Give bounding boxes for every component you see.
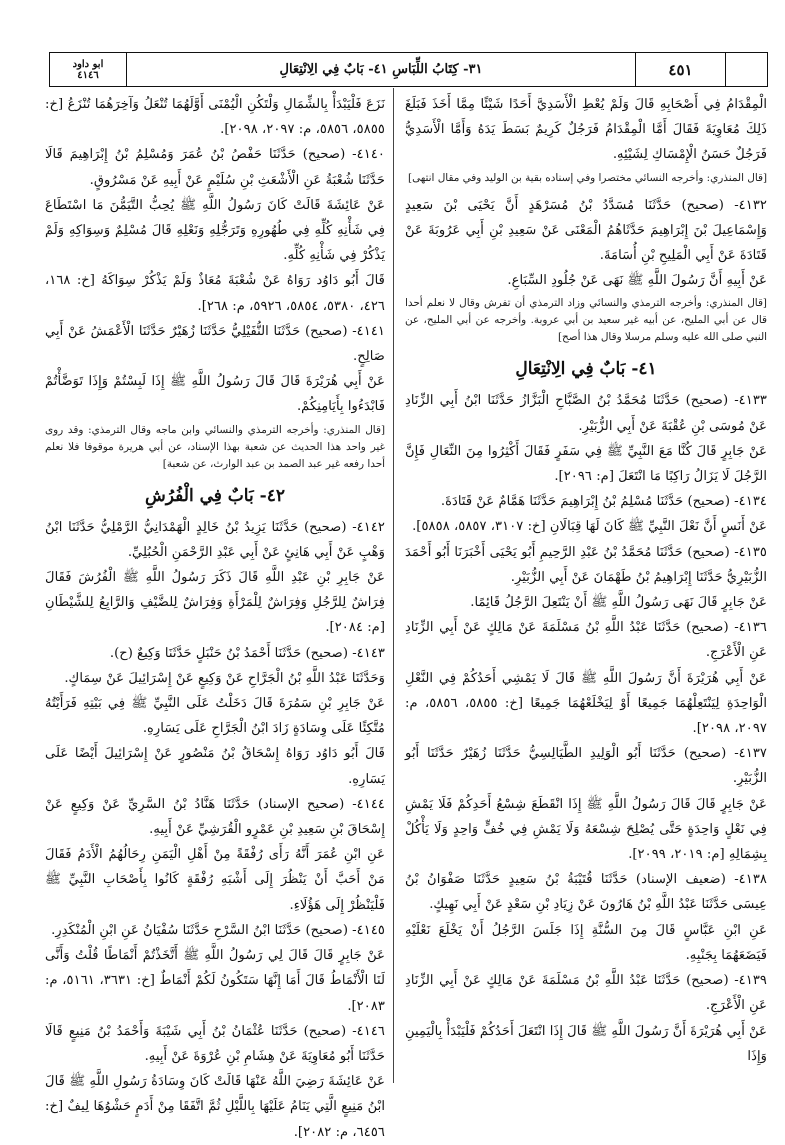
section-heading: ٤١- بَابٌ فِي الِانْتِعَالِ xyxy=(515,359,657,380)
hadith-paragraph: ٤١٣٤- (صحيح) حَدَّثَنَا مُسْلِمُ بْنُ إِبْرَاهِيمَ حَدَّثَنَا هَمَّامٌ عَنْ قَتَادَةَ. xyxy=(440,494,767,510)
hadith-paragraph: ٤١٤٥- (صحيح) حَدَّثَنَا ابْنُ السَّرْحِ حَدَّثَنَا سُفْيَانُ عَنِ ابْنِ الْمُنْكَدِرِ. xyxy=(51,922,385,938)
hadith-paragraph: ٤١٤٣- (صحيح) حَدَّثَنَا أَحْمَدُ بْنُ حَنْبَلٍ حَدَّثَنَا وَكِيعٌ (ح). xyxy=(109,645,385,661)
hadith-paragraph: وَحَدَّثَنَا عَبْدُ اللَّهِ بْنُ الْجَرَّاحِ عَنْ وَكِيعٍ عَنْ إِسْرَائِيلَ عَنْ سِمَاكٍ. xyxy=(64,670,385,686)
hadith-paragraph: عَنْ أَبِي هُرَيْرَةَ أَنَّ رَسُولَ اللَّهِ ﷺ قَالَ لَا يَمْشِي أَحَدُكُمْ فِي النَّعْلِ الْوَاحِدَةِ لِيَنْتَعِلْهُمَا جَمِيعًا أَوْ لِيَخْلَعْهُمَا جَمِيعًا [خ: ٥٨٥٥، ٥٨٥٦، م: ٢٠٩٧، ٢٠٩٨]. xyxy=(405,670,767,737)
hadith-paragraph: عَنْ عَائِشَةَ قَالَتْ كَانَ رَسُولُ اللَّهِ ﷺ يُحِبُّ التَّيَمُّنَ مَا اسْتَطَاعَ فِي شَأْنِهِ كُلِّهِ فِي طُهُورِهِ وَتَرَجُّلِهِ وَنَعْلِهِ قَالَ مُسْلِمٌ وَسِوَاكِهِ وَلَمْ يَذْكُرْ فِي شَأْنِهِ كُلِّهِ. xyxy=(45,197,385,264)
left-column xyxy=(45,92,385,1145)
hadith-paragraph: قَالَ أَبُو دَاوُد رَوَاهُ عَنْ شُعْبَةَ مُعَاذٌ وَلَمْ يَذْكُرْ سِوَاكَهُ [خ: ١٦٨، ٤٢٦، ٥٣٨٠، ٥٨٥٤، ٥٩٢٦، م: ٢٦٨]. xyxy=(45,273,385,314)
hadith-paragraph: عَنْ جَابِرٍ قَالَ قَالَ لِي رَسُولُ اللَّهِ ﷺ أَتَّخَذْتُمْ أَنْمَاطًا قُلْتُ وَأَنَّى لَنَا الْأَنْمَاطُ قَالَ أَمَا إِنَّهَا سَتَكُونُ لَكُمْ أَنْمَاطٌ [خ: ٣٦٣١، ٥١٦١، م: ٢٠٨٣]. xyxy=(45,948,385,1014)
hadith-paragraph: ٤١٤٦- (صحيح) حَدَّثَنَا عُثْمَانُ بْنُ أَبِي شَيْبَةَ وَأَحْمَدُ بْنُ مَنِيعٍ قَالَا حَدَّثَنَا أَبُو مُعَاوِيَةَ عَنْ هِشَامِ بْنِ عُرْوَةَ عَنْ أَبِيهِ. xyxy=(45,1023,385,1064)
hadith-paragraph: عَنِ ابْنِ عُمَرَ أَنَّهُ رَأَى رُفْقَةً مِنْ أَهْلِ الْيَمَنِ رِحَالُهُمُ الْأَدَمُ فَقَالَ مَنْ أَحَبَّ أَنْ يَنْظُرَ إِلَى أَشْبَهِ رُفْقَةٍ كَانُوا بِأَصْحَابِ النَّبِيِّ ﷺ فَلْيَنْظُرْ إِلَى هَؤُلَاءِ. xyxy=(45,847,385,913)
section-heading: ٤٢- بَابٌ فِي الْفُرُشِ xyxy=(145,485,285,506)
hadith-paragraph: عَنْ جَابِرٍ قَالَ كُنَّا مَعَ النَّبِيِّ ﷺ فِي سَفَرٍ فَقَالَ أَكْثِرُوا مِنَ النِّعَالِ فَإِنَّ الرَّجُلَ لَا يَزَالُ رَاكِبًا مَا انْتَعَلَ [م: ٢٠٩٦]. xyxy=(405,443,767,485)
hadith-paragraph: ٤١٤٤- (صحيح الإسناد) حَدَّثَنَا هَنَّادُ بْنُ السَّرِيِّ عَنْ وَكِيعٍ عَنْ إِسْحَاقَ بْنِ سَعِيدِ بْنِ عَمْرٍو الْقُرَشِيِّ عَنْ أَبِيهِ. xyxy=(45,796,385,838)
hadith-paragraph: عَنْ أَبِيهِ أَنَّ رَسُولَ اللَّهِ ﷺ نَهَى عَنْ جُلُودِ السِّبَاعِ. xyxy=(507,273,767,289)
hadith-paragraph: عَنْ جَابِرِ بْنِ سَمُرَةَ قَالَ دَخَلْتُ عَلَى النَّبِيِّ ﷺ فِي بَيْتِهِ فَرَأَيْتُهُ مُتَّكِئًا عَلَى وِسَادَةٍ زَادَ ابْنُ الْجَرَّاحِ عَلَى يَسَارِهِ. xyxy=(45,696,385,737)
hadith-paragraph: عَنْ أَبِي هُرَيْرَةَ أَنَّ رَسُولَ اللَّهِ ﷺ قَالَ إِذَا انْتَعَلَ أَحَدُكُمْ فَلْيَبْدَأْ بِالْيَمِينِ وَإِذَا xyxy=(405,1023,767,1064)
right-column xyxy=(405,92,767,1069)
footnote: [قال المنذري: وأخرجه الترمذي والنسائي وزاد الترمذي أن تفرش وقال لا نعلم أحدا قال عن أبي المليح، عن أبيه غير سعيد بن أبي عروبة. وأخرجه عن أبي المليح، عن النبي صلى الله عليه وسلم مرسلا وقال هذا أصح] xyxy=(405,297,767,344)
header-ref-book: ابو داود xyxy=(72,58,104,70)
header-blank-cell xyxy=(725,53,767,86)
hadith-paragraph: ٤١٣٣- (صحيح) حَدَّثَنَا مُحَمَّدُ بْنُ الصَّبَّاحِ الْبَزَّازُ حَدَّثَنَا ابْنُ أَبِي الزِّنَادِ عَنْ مُوسَى بْنِ عُقْبَةَ عَنْ أَبِي الزُّبَيْرِ. xyxy=(405,393,767,434)
running-header xyxy=(49,52,768,87)
hadith-paragraph: عَنْ جَابِرٍ قَالَ قَالَ رَسُولُ اللَّهِ ﷺ إِذَا انْقَطَعَ شِسْعُ أَحَدِكُمْ فَلَا يَمْشِ فِي نَعْلٍ وَاحِدَةٍ حَتَّى يُصْلِحَ شِسْعَهُ وَلَا يَمْشِ فِي خُفٍّ وَاحِدٍ وَلَا يَأْكُلْ بِشِمَالِهِ [م: ٢٠١٩، ٢٠٩٩]. xyxy=(405,796,767,863)
hadith-paragraph: ٤١٤٠- (صحيح) حَدَّثَنَا حَفْصُ بْنُ عُمَرَ وَمُسْلِمُ بْنُ إِبْرَاهِيمَ قَالَا حَدَّثَنَا شُعْبَةُ عَنِ الْأَشْعَثِ بْنِ سُلَيْمٍ عَنْ أَبِيهِ عَنْ مَسْرُوقٍ. xyxy=(45,147,385,188)
hadith-paragraph: عَنْ أَبِي هُرَيْرَةَ قَالَ قَالَ رَسُولُ اللَّهِ ﷺ إِذَا لَبِسْتُمْ وَإِذَا تَوَضَّأْتُمْ فَابْدَءُوا بِأَيَامِنِكُمْ. xyxy=(45,374,385,415)
footnote: [قال المنذري: وأخرجه النسائي مختصرا وفي إسناده بقية بن الوليد وفي مقال انتهى] xyxy=(408,171,767,184)
hadith-paragraph: الْمِقْدَامُ فِي أَصْحَابِهِ قَالَ وَلَمْ يُعْطِ الْأَسَدِيَّ أَحَدًا شَيْئًا مِمَّا أَخَذَ فَبَلَغَ ذَلِكَ مُعَاوِيَةَ فَقَالَ أَمَّا الْمِقْدَامُ فَرَجُلٌ كَرِيمٌ بَسَطَ يَدَهُ وَأَمَّا الْأَسَدِيُّ فَرَجُلٌ حَسَنُ الْإِمْسَاكِ لِشَيْئِهِ. xyxy=(405,97,767,163)
hadith-paragraph: ٤١٣٥- (صحيح) حَدَّثَنَا مُحَمَّدُ بْنُ عَبْدِ الرَّحِيمِ أَبُو يَحْيَى أَخْبَرَنَا أَبُو أَحْمَدَ الزُّبَيْرِيُّ حَدَّثَنَا إِبْرَاهِيمُ بْنُ طَهْمَانَ عَنْ أَبِي الزُّبَيْرِ. xyxy=(405,544,767,585)
hadith-paragraph: ٤١٣٨- (ضعيف الإسناد) حَدَّثَنَا قُتَيْبَةُ بْنُ سَعِيدٍ حَدَّثَنَا صَفْوَانُ بْنُ عِيسَى حَدَّثَنَا عَبْدُ اللَّهِ بْنُ هَارُونَ عَنْ زِيَادِ بْنِ سَعْدٍ عَنْ أَبِي نَهِيكٍ. xyxy=(405,872,767,913)
hadith-paragraph: ٤١٤٢- (صحيح) حَدَّثَنَا يَزِيدُ بْنُ خَالِدٍ الْهَمْدَانِيُّ الرَّمْلِيُّ حَدَّثَنَا ابْنُ وَهْبٍ عَنْ أَبِي هَانِئٍ عَنْ أَبِي عَبْدِ الرَّحْمَنِ الْحُبُلِيِّ. xyxy=(45,519,385,560)
hadith-paragraph: ٤١٤١- (صحيح) حَدَّثَنَا النُّفَيْلِيُّ حَدَّثَنَا زُهَيْرٌ حَدَّثَنَا الْأَعْمَشُ عَنْ أَبِي صَالِحٍ. xyxy=(45,323,385,365)
hadith-paragraph: ٤١٣٧- (صحيح) حَدَّثَنَا أَبُو الْوَلِيدِ الطَّيَالِسِيُّ حَدَّثَنَا زُهَيْرٌ حَدَّثَنَا أَبُو الزُّبَيْرِ. xyxy=(405,746,767,787)
hadith-paragraph: عَنْ جَابِرِ بْنِ عَبْدِ اللَّهِ قَالَ ذَكَرَ رَسُولُ اللَّهِ ﷺ الْفُرُشَ فَقَالَ فِرَاشٌ لِلرَّجُلِ وَفِرَاشٌ لِلْمَرْأَةِ وَفِرَاشٌ لِلضَّيْفِ وَالرَّابِعُ لِلشَّيْطَانِ [م: ٢٠٨٤]. xyxy=(45,570,385,636)
hadith-paragraph: نَزَعَ فَلْيَبْدَأْ بِالشِّمَالِ وَلْتَكُنِ الْيُمْنَى أَوَّلَهُمَا تُنْعَلُ وَآخِرَهُمَا تُنْزَعُ [خ: ٥٨٥٥، ٥٨٥٦، م: ٢٠٩٧، ٢٠٩٨]. xyxy=(45,97,385,138)
hadith-paragraph: قَالَ أَبُو دَاوُد رَوَاهُ إِسْحَاقُ بْنُ مَنْصُورٍ عَنْ إِسْرَائِيلَ أَيْضًا عَلَى يَسَارِهِ. xyxy=(45,746,385,787)
hadith-paragraph: ٤١٣٦- (صحيح) حَدَّثَنَا عَبْدُ اللَّهِ بْنُ مَسْلَمَةَ عَنْ مَالِكٍ عَنْ أَبِي الزِّنَادِ عَنِ الْأَعْرَجِ. xyxy=(405,620,767,661)
hadith-paragraph: عَنِ ابْنِ عَبَّاسٍ قَالَ مِنَ السُّنَّةِ إِذَا جَلَسَ الرَّجُلُ أَنْ يَخْلَعَ نَعْلَيْهِ فَيَضَعَهُمَا بِجَنْبِهِ. xyxy=(405,922,767,963)
hadith-paragraph: ٤١٣٢- (صحيح) حَدَّثَنَا مُسَدَّدُ بْنُ مُسَرْهَدٍ أَنَّ يَحْيَى بْنَ سَعِيدٍ وَإِسْمَاعِيلَ بْنَ إِبْرَاهِيمَ حَدَّثَاهُمُ الْمَعْنَى عَنْ سَعِيدِ بْنِ أَبِي عَرُوبَةَ عَنْ قَتَادَةَ عَنْ أَبِي الْمَلِيحِ بْنِ أُسَامَةَ. xyxy=(405,197,767,264)
footnote: [قال المنذري: وأخرجه الترمذي والنسائي وابن ماجه وقال الترمذي: وقد روى غير واحد هذا الحديث عن شعبة بهذا الإسناد، عن أبي هريرة موقوفا فلا نعلم أحدا رفعه غير عبد الصمد بن عبد الوارث، عن شعبة] xyxy=(45,423,385,470)
hadith-paragraph: عَنْ جَابِرٍ قَالَ نَهَى رَسُولُ اللَّهِ ﷺ أَنْ يَنْتَعِلَ الرَّجُلُ قَائِمًا. xyxy=(470,595,767,611)
page-number: ٤٥١ xyxy=(635,53,725,86)
column-divider xyxy=(393,88,394,1083)
header-ref-number: ٤١٤٦ xyxy=(77,69,99,81)
header-reference xyxy=(50,53,126,86)
hadith-paragraph: ٤١٣٩- (صحيح) حَدَّثَنَا عَبْدُ اللَّهِ بْنُ مَسْلَمَةَ عَنْ مَالِكٍ عَنْ أَبِي الزِّنَادِ عَنِ الْأَعْرَجِ. xyxy=(405,973,767,1014)
header-title: ٣١- كِتَابُ اللِّبَاسِ ٤١- بَابٌ فِي الِانْتِعَالِ xyxy=(126,53,635,86)
hadith-paragraph: عَنْ عَائِشَةَ رَضِيَ اللَّهُ عَنْهَا قَالَتْ كَانَ وِسَادَةُ رَسُولِ اللَّهِ ﷺ قَالَ ابْنُ مَنِيعٍ الَّتِي يَنَامُ عَلَيْهَا بِاللَّيْلِ ثُمَّ اتَّفَقَا مِنْ أَدَمٍ حَشْوُهَا لِيفٌ [خ: ٦٤٥٦، م: ٢٠٨٢]. xyxy=(45,1074,385,1140)
hadith-paragraph: عَنْ أَنَسٍ أَنَّ نَعْلَ النَّبِيِّ ﷺ كَانَ لَهَا قِبَالَانِ [خ: ٣١٠٧، ٥٨٥٧، ٥٨٥٨]. xyxy=(412,519,767,535)
